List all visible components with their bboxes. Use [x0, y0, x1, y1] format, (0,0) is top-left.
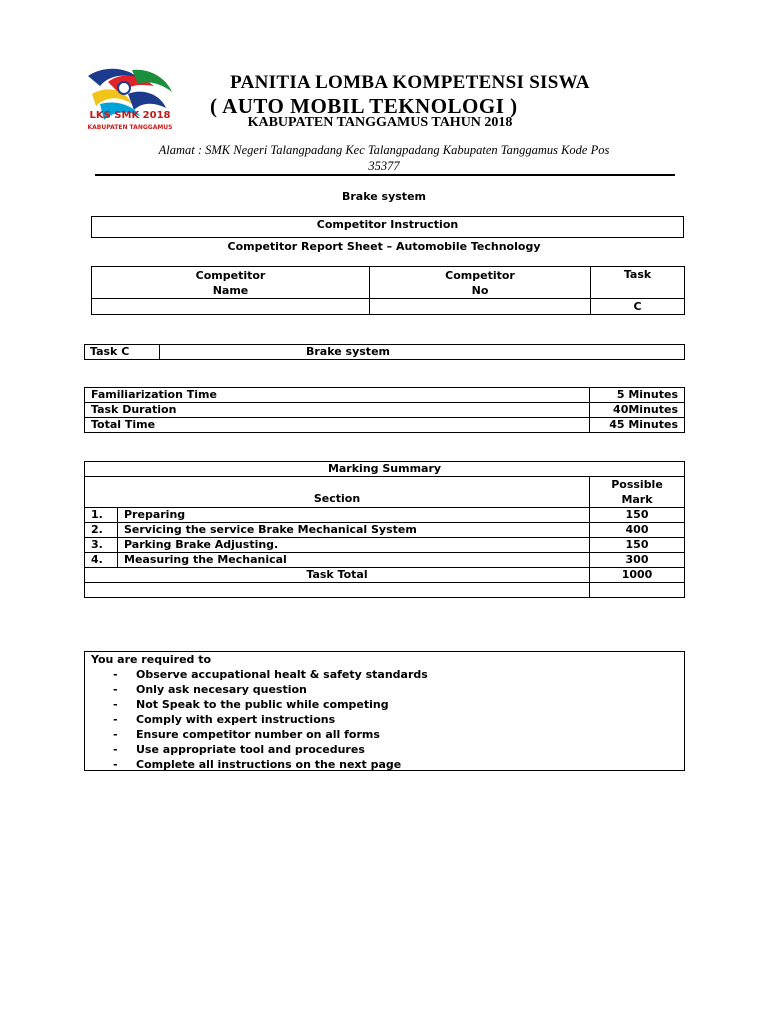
logo-text-2: KABUPATEN TANGGAMUS: [87, 124, 173, 131]
row-number: 2.: [85, 523, 118, 538]
time-label: Familiarization Time: [85, 388, 590, 403]
requirement-text: Observe accupational healt & safety standards: [136, 668, 428, 681]
time-label: Task Duration: [85, 403, 590, 418]
requirement-text: Not Speak to the public while competing: [136, 698, 389, 711]
time-row: [85, 403, 685, 418]
row-mark: 150: [590, 508, 685, 523]
possible-mark-header: Possible Mark: [590, 477, 685, 508]
requirement-text: Ensure competitor number on all forms: [136, 728, 380, 741]
table-row: [85, 508, 685, 523]
empty-row-cell: [590, 583, 685, 598]
time-table: [84, 387, 685, 433]
requirements-list: [85, 667, 684, 772]
bullet: -: [113, 698, 118, 711]
list-item: [85, 757, 684, 772]
task-header: Task: [591, 267, 685, 299]
bullet: -: [113, 728, 118, 741]
competitor-table: [91, 266, 685, 315]
list-item: [85, 712, 684, 727]
competitor-name-header: Competitor Name: [92, 267, 370, 299]
table-row: [85, 538, 685, 553]
row-mark: 150: [590, 538, 685, 553]
row-number: 4.: [85, 553, 118, 568]
time-value: 40Minutes: [590, 403, 685, 418]
competitor-name-cell[interactable]: [92, 299, 370, 315]
requirement-text: Use appropriate tool and procedures: [136, 743, 365, 756]
task-table: [84, 344, 685, 360]
time-row: [85, 388, 685, 403]
header-line-1: PANITIA LOMBA KOMPETENSI SISWA: [230, 72, 590, 93]
requirement-text: Only ask necesary question: [136, 683, 307, 696]
row-mark: 300: [590, 553, 685, 568]
marking-summary-title: Marking Summary: [85, 462, 685, 477]
time-label: Total Time: [85, 418, 590, 433]
table-row: [85, 523, 685, 538]
logo-text-1: LKS SMK 2018: [89, 110, 171, 121]
header-divider: [95, 174, 675, 176]
report-title: Competitor Report Sheet – Automobile Technology: [227, 240, 541, 253]
row-section: Servicing the service Brake Mechanical System: [118, 523, 590, 538]
row-number: 1.: [85, 508, 118, 523]
time-value: 45 Minutes: [590, 418, 685, 433]
requirement-text: Comply with expert instructions: [136, 713, 336, 726]
requirements-box: [84, 651, 685, 771]
list-item: [85, 727, 684, 742]
competitor-no-header: Competitor No: [370, 267, 591, 299]
list-item: [85, 667, 684, 682]
bullet: -: [113, 713, 118, 726]
header-line-2: ( AUTO MOBIL TEKNOLOGI ): [210, 94, 518, 118]
competitor-no-cell[interactable]: [370, 299, 591, 315]
task-label-cell: Task C: [85, 345, 160, 360]
row-section: Parking Brake Adjusting.: [118, 538, 590, 553]
list-item: [85, 682, 684, 697]
bullet: -: [113, 683, 118, 696]
address-line-2: 35377: [368, 159, 400, 173]
requirements-heading: You are required to: [91, 653, 212, 666]
lks-logo: [80, 64, 180, 138]
task-total-value: 1000: [590, 568, 685, 583]
empty-row-cell: [85, 583, 590, 598]
task-value-cell: C: [591, 299, 685, 315]
instruction-box-label: Competitor Instruction: [316, 218, 459, 231]
bullet: -: [113, 743, 118, 756]
row-mark: 400: [590, 523, 685, 538]
task-name-cell: Brake system: [160, 345, 685, 360]
section-header: Section: [85, 477, 590, 508]
page-title: Brake system: [342, 190, 426, 203]
bullet: -: [113, 758, 118, 771]
requirement-text: Complete all instructions on the next page: [136, 758, 402, 771]
time-value: 5 Minutes: [590, 388, 685, 403]
row-section: Measuring the Mechanical: [118, 553, 590, 568]
task-total-label: Task Total: [85, 568, 590, 583]
table-row: [85, 553, 685, 568]
list-item: [85, 742, 684, 757]
time-row: [85, 418, 685, 433]
row-number: 3.: [85, 538, 118, 553]
row-section: Preparing: [118, 508, 590, 523]
address-line-1: Alamat : SMK Negeri Talangpadang Kec Talangpadang Kabupaten Tanggamus Kode Pos: [158, 143, 610, 157]
bullet: -: [113, 668, 118, 681]
marking-summary-table: [84, 461, 685, 598]
header-line-3: KABUPATEN TANGGAMUS TAHUN 2018: [247, 115, 513, 130]
instruction-box: [91, 216, 684, 238]
list-item: [85, 697, 684, 712]
